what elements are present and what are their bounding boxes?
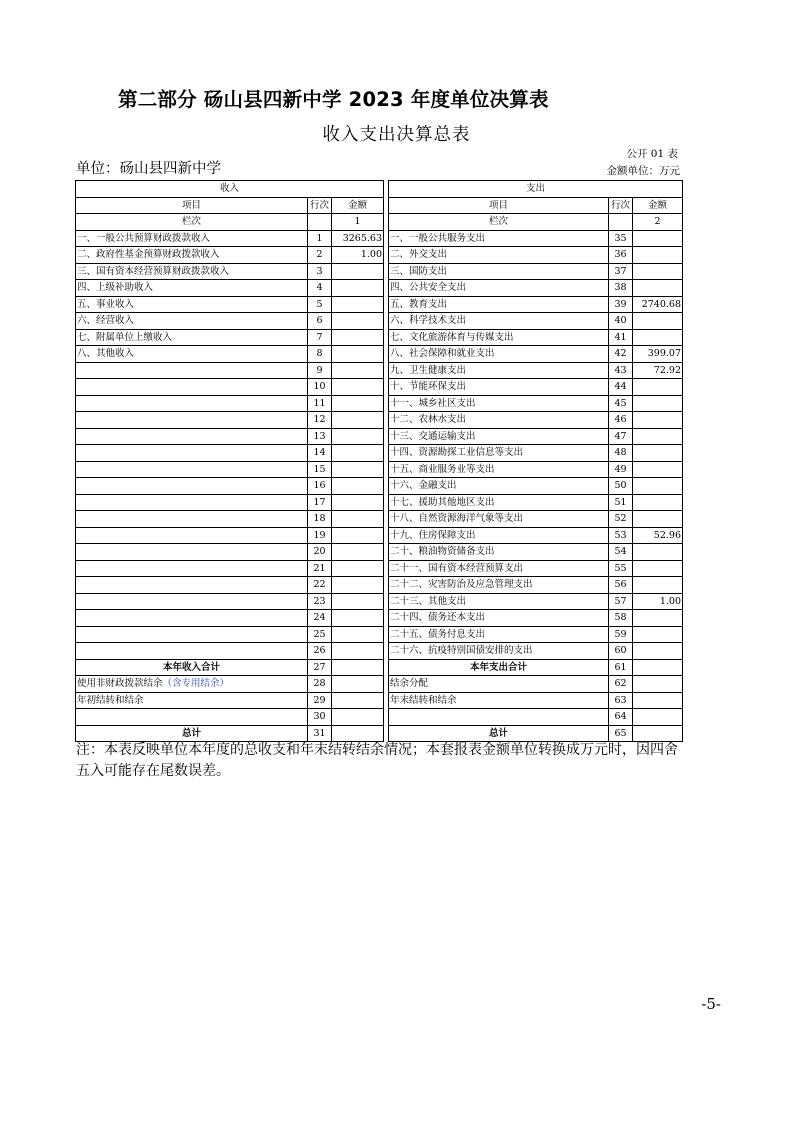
income-amount: [332, 296, 384, 313]
expense-item: 七、文化旅游体育与传媒支出: [389, 329, 609, 346]
expense-row-number: 44: [609, 379, 633, 396]
table-row: [76, 263, 683, 280]
income-amount: [332, 263, 384, 280]
table-row: [76, 247, 683, 264]
expense-item: 十六、金融支出: [389, 478, 609, 495]
expense-row-number: 55: [609, 560, 633, 577]
expense-item: 二十二、灾害防治及应急管理支出: [389, 577, 609, 594]
expense-total-amount: [633, 659, 683, 676]
income-item: 八、其他收入: [76, 346, 308, 363]
expense-amount: [633, 247, 683, 264]
blank-row: [76, 709, 683, 726]
income-amount: [332, 445, 384, 462]
table-subtitle: 收入支出决算总表: [322, 125, 471, 145]
expense-item: 十一、城乡社区支出: [389, 395, 609, 412]
income-amount: [332, 379, 384, 396]
table-row: [76, 494, 683, 511]
expense-row-number: 45: [609, 395, 633, 412]
expense-amount: [633, 610, 683, 627]
income-total-amount: [332, 659, 384, 676]
amount-unit: 金额单位：万元: [606, 165, 680, 177]
expense-row-number: 49: [609, 461, 633, 478]
expense-row-number: 37: [609, 263, 633, 280]
expense-amount: [633, 395, 683, 412]
expense-item: 二十三、其他支出: [389, 593, 609, 610]
expense-item: 三、国防支出: [389, 263, 609, 280]
table-row: [76, 428, 683, 445]
income-amount: [332, 428, 384, 445]
income-item: [76, 527, 308, 544]
expense-row-number: 57: [609, 593, 633, 610]
income-row-number: 18: [308, 511, 332, 528]
income-amount: [332, 511, 384, 528]
expense-row-number: 46: [609, 412, 633, 429]
expense-amount: [633, 428, 683, 445]
income-row-number: 5: [308, 296, 332, 313]
page-number: -5-: [701, 995, 721, 1013]
expense-item: 十三、交通运输支出: [389, 428, 609, 445]
table-row: [76, 560, 683, 577]
expense-amount: [633, 478, 683, 495]
income-total-row-no: 27: [308, 659, 332, 676]
income-item: [76, 379, 308, 396]
income-item: [76, 494, 308, 511]
blank-expense-amount: [633, 709, 683, 726]
income-amount: [332, 610, 384, 627]
nonfiscal-note: （含专用结余）: [162, 678, 230, 690]
expense-amount: [633, 379, 683, 396]
surplus-dist-row-no: 62: [609, 676, 633, 693]
income-row-number: 4: [308, 280, 332, 297]
expense-amount: [633, 511, 683, 528]
expense-item: 二十六、抗疫特别国债安排的支出: [389, 643, 609, 660]
expense-item: 十九、住房保障支出: [389, 527, 609, 544]
expense-amount: [633, 461, 683, 478]
lanci-row: [76, 214, 683, 231]
table-row: [76, 280, 683, 297]
surplus-dist-label: 结余分配: [389, 676, 609, 693]
expense-amount-header: 金额: [633, 197, 683, 214]
footnote: 注：本表反映单位本年度的总收支和年末结转结余情况；本套报表金额单位转换成万元时，因四舍五入可能存在尾数误差。: [76, 742, 678, 779]
table-row: [76, 379, 683, 396]
income-lanci-label: 栏次: [76, 214, 308, 231]
income-grand-total-label: 总计: [76, 725, 308, 742]
expense-item: 十二、农林水支出: [389, 412, 609, 429]
income-amount: [332, 461, 384, 478]
income-row-number: 8: [308, 346, 332, 363]
carryover-row: [76, 692, 683, 709]
expense-row-number: 38: [609, 280, 633, 297]
income-row-number: 22: [308, 577, 332, 594]
expense-amount: [633, 445, 683, 462]
income-item: 四、上级补助收入: [76, 280, 308, 297]
expense-amount: [633, 560, 683, 577]
begin-carryover-amount: [332, 692, 384, 709]
income-row-number: 24: [308, 610, 332, 627]
expense-row-number: 35: [609, 230, 633, 247]
unit-line: [76, 160, 680, 178]
income-amount: [332, 494, 384, 511]
income-amount: [332, 346, 384, 363]
expense-item-header: 项目: [389, 197, 609, 214]
end-carryover-label: 年末结转和结余: [389, 692, 609, 709]
expense-amount: [633, 412, 683, 429]
expense-amount: 72.92: [633, 362, 683, 379]
income-row-number: 23: [308, 593, 332, 610]
expense-row-number: 51: [609, 494, 633, 511]
expense-row-number: 36: [609, 247, 633, 264]
income-item: 三、国有资本经营预算财政拨款收入: [76, 263, 308, 280]
table-row: [76, 577, 683, 594]
income-row-number: 25: [308, 626, 332, 643]
expense-amount: 1.00: [633, 593, 683, 610]
income-item: 六、经营收入: [76, 313, 308, 330]
expense-item: 二十、粮油物资储备支出: [389, 544, 609, 561]
begin-carryover-label: 年初结转和结余: [76, 692, 308, 709]
income-row-number: 1: [308, 230, 332, 247]
expense-item: 二十四、债务还本支出: [389, 610, 609, 627]
expense-amount: 52.96: [633, 527, 683, 544]
expense-row-number: 56: [609, 577, 633, 594]
income-row-number: 17: [308, 494, 332, 511]
column-header-row: [76, 197, 683, 214]
table-row: [76, 445, 683, 462]
income-amount: [332, 478, 384, 495]
income-row-number: 16: [308, 478, 332, 495]
expense-row-number: 40: [609, 313, 633, 330]
income-amount: [332, 626, 384, 643]
income-row-number: 21: [308, 560, 332, 577]
expense-row-number: 39: [609, 296, 633, 313]
end-carryover-row-no: 63: [609, 692, 633, 709]
section-header-row: [76, 181, 683, 198]
income-row-number: 9: [308, 362, 332, 379]
expense-lanci-blank: [609, 214, 633, 231]
table-row: [76, 527, 683, 544]
expense-item: 十、节能环保支出: [389, 379, 609, 396]
unit-label: 单位：砀山县四新中学: [76, 161, 221, 177]
expense-amount: [633, 329, 683, 346]
income-amount: [332, 362, 384, 379]
expense-lanci-label: 栏次: [389, 214, 609, 231]
expense-row-number: 60: [609, 643, 633, 660]
income-row-number: 7: [308, 329, 332, 346]
expense-row-number: 42: [609, 346, 633, 363]
expense-row-number: 48: [609, 445, 633, 462]
expense-amount: [633, 494, 683, 511]
table-row: [76, 511, 683, 528]
table-row: [76, 230, 683, 247]
expense-item: 十五、商业服务业等支出: [389, 461, 609, 478]
expense-amount: [633, 626, 683, 643]
income-amount-header: 金额: [332, 197, 384, 214]
page-title: 第二部分 砀山县四新中学 2023 年度单位决算表: [118, 88, 549, 111]
expense-row-number: 43: [609, 362, 633, 379]
table-row: [76, 593, 683, 610]
income-amount: [332, 527, 384, 544]
table-row: [76, 461, 683, 478]
income-lanci-blank: [308, 214, 332, 231]
income-amount: [332, 544, 384, 561]
income-item: 二、政府性基金预算财政拨款收入: [76, 247, 308, 264]
expense-item: 六、科学技术支出: [389, 313, 609, 330]
income-row-number: 11: [308, 395, 332, 412]
income-row-number: 26: [308, 643, 332, 660]
income-row-number: 6: [308, 313, 332, 330]
income-amount: [332, 412, 384, 429]
income-item: [76, 643, 308, 660]
income-row-number: 10: [308, 379, 332, 396]
table-row: [76, 362, 683, 379]
budget-table: [75, 180, 683, 742]
income-item: [76, 560, 308, 577]
income-amount: [332, 329, 384, 346]
income-item: 七、附属单位上缴收入: [76, 329, 308, 346]
income-item: [76, 593, 308, 610]
expense-row-number: 58: [609, 610, 633, 627]
income-lanci-number: 1: [332, 214, 384, 231]
income-item: 五、事业收入: [76, 296, 308, 313]
table-row: [76, 296, 683, 313]
surplus-dist-amount: [633, 676, 683, 693]
blank-income-item: [76, 709, 308, 726]
income-item-header: 项目: [76, 197, 308, 214]
income-amount: [332, 593, 384, 610]
blank-expense-row-no: 64: [609, 709, 633, 726]
income-total-label: 本年收入合计: [76, 659, 308, 676]
expense-row-number: 54: [609, 544, 633, 561]
income-item: [76, 428, 308, 445]
nonfiscal-label: 使用非财政拨款结余: [77, 678, 163, 690]
expense-item: 十七、援助其他地区支出: [389, 494, 609, 511]
income-amount: [332, 280, 384, 297]
nonfiscal-row: [76, 676, 683, 693]
income-row-number: 3: [308, 263, 332, 280]
income-amount: [332, 643, 384, 660]
income-amount: 3265.63: [332, 230, 384, 247]
form-number: 公开 01 表: [626, 148, 678, 160]
income-item: [76, 626, 308, 643]
income-item: [76, 544, 308, 561]
end-carryover-amount: [633, 692, 683, 709]
income-item: 一、一般公共预算财政拨款收入: [76, 230, 308, 247]
expense-section-header: 支出: [389, 181, 683, 198]
expense-row-number: 53: [609, 527, 633, 544]
income-item: [76, 395, 308, 412]
expense-amount: [633, 544, 683, 561]
table-row: [76, 412, 683, 429]
blank-expense-item: [389, 709, 609, 726]
expense-row-number: 50: [609, 478, 633, 495]
nonfiscal-amount: [332, 676, 384, 693]
expense-grand-total-row-no: 65: [609, 725, 633, 742]
income-row-number: 19: [308, 527, 332, 544]
begin-carryover-row-no: 29: [308, 692, 332, 709]
expense-amount: [633, 280, 683, 297]
expense-total-row-no: 61: [609, 659, 633, 676]
expense-grand-total-label: 总计: [389, 725, 609, 742]
table-row: [76, 329, 683, 346]
income-item: [76, 461, 308, 478]
income-row-header: 行次: [308, 197, 332, 214]
expense-item: 八、社会保障和就业支出: [389, 346, 609, 363]
expense-item: 五、教育支出: [389, 296, 609, 313]
expense-item: 十八、自然资源海洋气象等支出: [389, 511, 609, 528]
income-row-number: 14: [308, 445, 332, 462]
income-item: [76, 412, 308, 429]
income-item: [76, 478, 308, 495]
expense-item: 十四、资源勘探工业信息等支出: [389, 445, 609, 462]
blank-income-row-no: 30: [308, 709, 332, 726]
expense-item: 二十五、债务付息支出: [389, 626, 609, 643]
nonfiscal-row-no: 28: [308, 676, 332, 693]
nonfiscal-label-cell: [76, 676, 308, 693]
expense-amount: [633, 230, 683, 247]
income-amount: 1.00: [332, 247, 384, 264]
expense-row-header: 行次: [609, 197, 633, 214]
expense-lanci-number: 2: [633, 214, 683, 231]
income-section-header: 收入: [76, 181, 384, 198]
expense-row-number: 52: [609, 511, 633, 528]
expense-amount: 2740.68: [633, 296, 683, 313]
income-row-number: 20: [308, 544, 332, 561]
expense-amount: [633, 263, 683, 280]
income-row-number: 13: [308, 428, 332, 445]
expense-item: 四、公共安全支出: [389, 280, 609, 297]
income-amount: [332, 395, 384, 412]
year-total-row: [76, 659, 683, 676]
expense-amount: [633, 643, 683, 660]
expense-amount: 399.07: [633, 346, 683, 363]
income-item: [76, 445, 308, 462]
expense-item: 二、外交支出: [389, 247, 609, 264]
income-row-number: 2: [308, 247, 332, 264]
income-item: [76, 511, 308, 528]
table-row: [76, 626, 683, 643]
income-item: [76, 610, 308, 627]
income-grand-total-row-no: 31: [308, 725, 332, 742]
income-item: [76, 577, 308, 594]
income-row-number: 15: [308, 461, 332, 478]
table-row: [76, 478, 683, 495]
table-row: [76, 544, 683, 561]
expense-row-number: 47: [609, 428, 633, 445]
expense-total-label: 本年支出合计: [389, 659, 609, 676]
table-row: [76, 395, 683, 412]
expense-row-number: 59: [609, 626, 633, 643]
income-amount: [332, 313, 384, 330]
table-row: [76, 346, 683, 363]
expense-amount: [633, 313, 683, 330]
expense-amount: [633, 577, 683, 594]
expense-item: 一、一般公共服务支出: [389, 230, 609, 247]
income-item: [76, 362, 308, 379]
table-row: [76, 610, 683, 627]
expense-row-number: 41: [609, 329, 633, 346]
table-row: [76, 643, 683, 660]
table-row: [76, 313, 683, 330]
income-amount: [332, 577, 384, 594]
expense-item: 二十一、国有资本经营预算支出: [389, 560, 609, 577]
income-row-number: 12: [308, 412, 332, 429]
expense-item: 九、卫生健康支出: [389, 362, 609, 379]
blank-income-amount: [332, 709, 384, 726]
income-amount: [332, 560, 384, 577]
